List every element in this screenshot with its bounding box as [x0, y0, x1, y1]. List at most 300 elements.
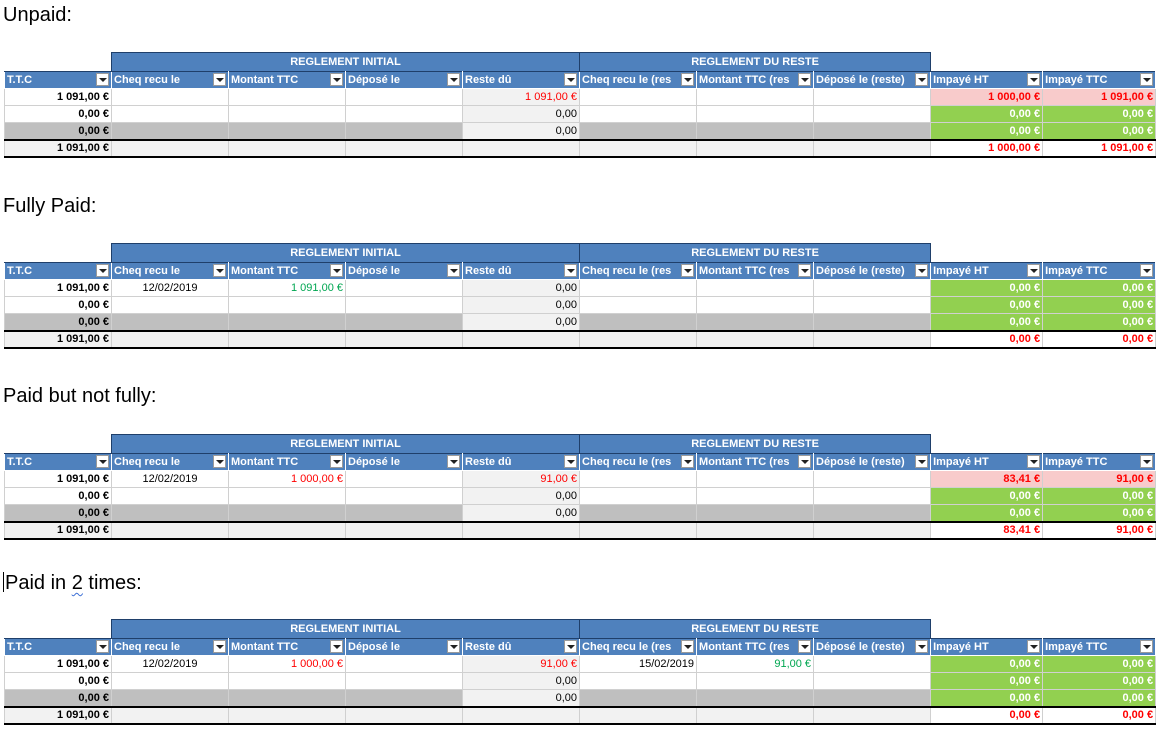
- header-label: T.T.C: [7, 74, 33, 86]
- header-label: Cheq recu le: [114, 641, 181, 653]
- cell-depose-reste[interactable]: [814, 673, 931, 690]
- filter-dropdown-icon[interactable]: [1027, 640, 1040, 653]
- filter-dropdown-icon[interactable]: [213, 455, 226, 468]
- header-label: Cheq recu le (res: [582, 74, 672, 86]
- header-label: Montant TTC (res: [699, 265, 790, 277]
- cell-depose[interactable]: [346, 123, 463, 140]
- cell-ttc[interactable]: 0,00 €: [5, 106, 112, 123]
- table-row: [5, 106, 1156, 123]
- filter-dropdown-icon[interactable]: [447, 73, 460, 86]
- empty-cell[interactable]: [463, 707, 580, 724]
- cell-montant-reste[interactable]: [697, 106, 814, 123]
- cell-impaye-ht[interactable]: 1 000,00 €: [931, 89, 1043, 106]
- header-impaye-ht[interactable]: [931, 454, 1043, 471]
- cell-reste[interactable]: 0,00: [463, 314, 580, 331]
- filter-dropdown-icon[interactable]: [798, 264, 811, 277]
- cell-cheq-reste[interactable]: [580, 280, 697, 297]
- empty-cell[interactable]: [346, 331, 463, 348]
- cell-cheq[interactable]: [112, 89, 229, 106]
- cell-montant[interactable]: [229, 106, 346, 123]
- total-ttc[interactable]: 1 091,00 €: [5, 140, 112, 157]
- header-label: Cheq recu le: [114, 456, 181, 468]
- cell-ttc[interactable]: 1 091,00 €: [5, 89, 112, 106]
- cell-reste[interactable]: 1 091,00 €: [463, 89, 580, 106]
- cell-ttc[interactable]: 1 091,00 €: [5, 471, 112, 488]
- filter-dropdown-icon[interactable]: [96, 455, 109, 468]
- filter-dropdown-icon[interactable]: [1140, 264, 1153, 277]
- table-row: [5, 656, 1156, 673]
- filter-dropdown-icon[interactable]: [1027, 264, 1040, 277]
- cell-depose[interactable]: [346, 280, 463, 297]
- filter-dropdown-icon[interactable]: [330, 264, 343, 277]
- cell-montant-reste[interactable]: [697, 505, 814, 522]
- header-cheq-recu[interactable]: [112, 72, 229, 89]
- section-title-unpaid: Unpaid:: [3, 4, 72, 26]
- cell-depose[interactable]: [346, 89, 463, 106]
- header-cheq-recu-reste[interactable]: [580, 263, 697, 280]
- filter-dropdown-icon[interactable]: [564, 264, 577, 277]
- cell-montant[interactable]: [229, 297, 346, 314]
- filter-dropdown-icon[interactable]: [1140, 73, 1153, 86]
- cell-montant-reste[interactable]: [697, 690, 814, 707]
- header-ttc[interactable]: [5, 263, 112, 280]
- filter-dropdown-icon[interactable]: [1140, 640, 1153, 653]
- cell-impaye-ttc[interactable]: 0,00 €: [1043, 488, 1156, 505]
- header-montant-ttc-reste[interactable]: [697, 72, 814, 89]
- cell-cheq[interactable]: [112, 314, 229, 331]
- header-label: T.T.C: [7, 641, 33, 653]
- header-label: Montant TTC: [231, 641, 299, 653]
- filter-dropdown-icon[interactable]: [447, 455, 460, 468]
- header-cheq-recu[interactable]: [112, 263, 229, 280]
- empty-cell[interactable]: [580, 522, 697, 539]
- total-impaye-ttc[interactable]: 91,00 €: [1043, 522, 1156, 539]
- cell-cheq-reste[interactable]: [580, 673, 697, 690]
- empty-cell[interactable]: [697, 522, 814, 539]
- filter-dropdown-icon[interactable]: [798, 640, 811, 653]
- cell-impaye-ttc[interactable]: 0,00 €: [1043, 314, 1156, 331]
- header-label: Reste dû: [465, 74, 512, 86]
- cell-reste[interactable]: 0,00: [463, 690, 580, 707]
- cell-cheq[interactable]: [112, 505, 229, 522]
- cell-impaye-ttc[interactable]: 0,00 €: [1043, 690, 1156, 707]
- cell-depose-reste[interactable]: [814, 280, 931, 297]
- title-part: Paid in: [5, 572, 72, 594]
- header-impaye-ht[interactable]: [931, 263, 1043, 280]
- header-impaye-ttc[interactable]: [1043, 72, 1156, 89]
- filter-dropdown-icon[interactable]: [1140, 455, 1153, 468]
- total-impaye-ht[interactable]: 83,41 €: [931, 522, 1043, 539]
- cell-depose-reste[interactable]: [814, 471, 931, 488]
- cell-cheq-reste[interactable]: [580, 690, 697, 707]
- table-row: [5, 471, 1156, 488]
- filter-dropdown-icon[interactable]: [1027, 73, 1040, 86]
- filter-dropdown-icon[interactable]: [915, 264, 928, 277]
- text-cursor: [3, 572, 4, 592]
- header-label: Cheq recu le (res: [582, 456, 672, 468]
- filter-dropdown-icon[interactable]: [915, 73, 928, 86]
- cell-impaye-ht[interactable]: 0,00 €: [931, 297, 1043, 314]
- empty-cell[interactable]: [463, 331, 580, 348]
- cell-montant[interactable]: [229, 123, 346, 140]
- header-depose-le-reste[interactable]: [814, 72, 931, 89]
- total-impaye-ht[interactable]: 0,00 €: [931, 707, 1043, 724]
- filter-dropdown-icon[interactable]: [330, 640, 343, 653]
- title-part: times:: [82, 572, 142, 594]
- cell-ttc[interactable]: 0,00 €: [5, 314, 112, 331]
- cell-depose-reste[interactable]: [814, 488, 931, 505]
- empty-cell[interactable]: [580, 140, 697, 157]
- cell-cheq-reste[interactable]: [580, 106, 697, 123]
- header-ttc[interactable]: [5, 72, 112, 89]
- header-cheq-recu[interactable]: [112, 639, 229, 656]
- empty-cell[interactable]: [229, 140, 346, 157]
- cell-cheq-reste[interactable]: [580, 297, 697, 314]
- filter-dropdown-icon[interactable]: [447, 640, 460, 653]
- cell-reste[interactable]: 0,00: [463, 297, 580, 314]
- empty-cell[interactable]: [463, 522, 580, 539]
- header-depose-le-reste[interactable]: [814, 263, 931, 280]
- cell-montant[interactable]: [229, 690, 346, 707]
- filter-dropdown-icon[interactable]: [564, 640, 577, 653]
- cell-ttc[interactable]: 0,00 €: [5, 673, 112, 690]
- header-label: Déposé le (reste): [816, 456, 905, 468]
- cell-cheq-reste[interactable]: [580, 471, 697, 488]
- cell-impaye-ht[interactable]: 0,00 €: [931, 488, 1043, 505]
- cell-montant[interactable]: 1 000,00 €: [229, 471, 346, 488]
- empty-cell[interactable]: [814, 140, 931, 157]
- cell-montant-reste[interactable]: [697, 123, 814, 140]
- header-label: Reste dû: [465, 641, 512, 653]
- group-spacer: [1043, 620, 1156, 639]
- filter-dropdown-icon[interactable]: [330, 73, 343, 86]
- group-spacer: [5, 620, 112, 639]
- header-label: Cheq recu le (res: [582, 641, 672, 653]
- cell-impaye-ttc[interactable]: 0,00 €: [1043, 106, 1156, 123]
- cell-depose[interactable]: [346, 471, 463, 488]
- header-label: Montant TTC (res: [699, 456, 790, 468]
- empty-cell[interactable]: [112, 522, 229, 539]
- group-reglement-reste: REGLEMENT DU RESTE: [580, 244, 931, 263]
- group-reglement-initial: REGLEMENT INITIAL: [112, 435, 580, 454]
- header-reste-du[interactable]: [463, 639, 580, 656]
- cell-ttc[interactable]: 1 091,00 €: [5, 656, 112, 673]
- cell-impaye-ttc[interactable]: 1 091,00 €: [1043, 89, 1156, 106]
- group-reglement-reste: REGLEMENT DU RESTE: [580, 435, 931, 454]
- header-reste-du[interactable]: [463, 72, 580, 89]
- header-ttc[interactable]: [5, 454, 112, 471]
- cell-reste[interactable]: 0,00: [463, 673, 580, 690]
- cell-ttc[interactable]: 0,00 €: [5, 505, 112, 522]
- cell-cheq[interactable]: [112, 690, 229, 707]
- cell-cheq[interactable]: [112, 297, 229, 314]
- cell-depose[interactable]: [346, 690, 463, 707]
- cell-impaye-ht[interactable]: 83,41 €: [931, 471, 1043, 488]
- group-reglement-reste: REGLEMENT DU RESTE: [580, 620, 931, 639]
- total-ttc[interactable]: 1 091,00 €: [5, 707, 112, 724]
- header-impaye-ttc[interactable]: [1043, 639, 1156, 656]
- empty-cell[interactable]: [463, 140, 580, 157]
- cell-cheq[interactable]: 12/02/2019: [112, 471, 229, 488]
- cell-cheq-reste[interactable]: [580, 505, 697, 522]
- cell-montant[interactable]: [229, 505, 346, 522]
- header-montant-ttc[interactable]: [229, 72, 346, 89]
- filter-dropdown-icon[interactable]: [213, 264, 226, 277]
- header-cheq-recu-reste[interactable]: [580, 72, 697, 89]
- cell-depose-reste[interactable]: [814, 314, 931, 331]
- cell-impaye-ht[interactable]: 0,00 €: [931, 123, 1043, 140]
- total-impaye-ht[interactable]: 1 000,00 €: [931, 140, 1043, 157]
- total-impaye-ttc[interactable]: 0,00 €: [1043, 707, 1156, 724]
- table-row: [5, 280, 1156, 297]
- header-cheq-recu[interactable]: [112, 454, 229, 471]
- cell-ttc[interactable]: 0,00 €: [5, 297, 112, 314]
- total-row: [5, 707, 1156, 724]
- cell-impaye-ttc[interactable]: 0,00 €: [1043, 123, 1156, 140]
- cell-reste[interactable]: 0,00: [463, 505, 580, 522]
- filter-dropdown-icon[interactable]: [96, 73, 109, 86]
- cell-cheq-reste[interactable]: 15/02/2019: [580, 656, 697, 673]
- header-ttc[interactable]: [5, 639, 112, 656]
- cell-reste[interactable]: 0,00: [463, 280, 580, 297]
- cell-montant-reste[interactable]: [697, 89, 814, 106]
- filter-dropdown-icon[interactable]: [1027, 455, 1040, 468]
- cell-reste[interactable]: 0,00: [463, 123, 580, 140]
- total-impaye-ttc[interactable]: 1 091,00 €: [1043, 140, 1156, 157]
- cell-cheq[interactable]: [112, 106, 229, 123]
- cell-impaye-ht[interactable]: 0,00 €: [931, 690, 1043, 707]
- empty-cell[interactable]: [229, 331, 346, 348]
- header-depose-le-reste[interactable]: [814, 454, 931, 471]
- empty-cell[interactable]: [697, 331, 814, 348]
- cell-depose[interactable]: [346, 106, 463, 123]
- cell-cheq-reste[interactable]: [580, 488, 697, 505]
- header-label: Impayé HT: [933, 456, 989, 468]
- cell-montant[interactable]: [229, 314, 346, 331]
- header-cheq-recu-reste[interactable]: [580, 639, 697, 656]
- filter-dropdown-icon[interactable]: [564, 455, 577, 468]
- cell-depose-reste[interactable]: [814, 690, 931, 707]
- group-reglement-initial: REGLEMENT INITIAL: [112, 244, 580, 263]
- total-ttc[interactable]: 1 091,00 €: [5, 522, 112, 539]
- cell-montant[interactable]: [229, 673, 346, 690]
- header-label: Impayé TTC: [1045, 456, 1108, 468]
- cell-cheq-reste[interactable]: [580, 123, 697, 140]
- total-impaye-ttc[interactable]: 0,00 €: [1043, 331, 1156, 348]
- header-montant-ttc[interactable]: [229, 263, 346, 280]
- cell-montant-reste[interactable]: 91,00 €: [697, 656, 814, 673]
- header-label: Montant TTC (res: [699, 641, 790, 653]
- cell-ttc[interactable]: 0,00 €: [5, 123, 112, 140]
- header-impaye-ttc[interactable]: [1043, 263, 1156, 280]
- header-montant-ttc-reste[interactable]: [697, 263, 814, 280]
- header-label: T.T.C: [7, 456, 33, 468]
- group-spacer: [5, 53, 112, 72]
- header-depose-le[interactable]: [346, 263, 463, 280]
- header-label: Cheq recu le: [114, 74, 181, 86]
- cell-montant[interactable]: 1 091,00 €: [229, 280, 346, 297]
- empty-cell[interactable]: [697, 707, 814, 724]
- sheet-unpaid: [4, 52, 1156, 158]
- cell-montant-reste[interactable]: [697, 297, 814, 314]
- header-label: Impayé HT: [933, 641, 989, 653]
- empty-cell[interactable]: [229, 707, 346, 724]
- cell-ttc[interactable]: 0,00 €: [5, 690, 112, 707]
- cell-cheq-reste[interactable]: [580, 314, 697, 331]
- cell-ttc[interactable]: 0,00 €: [5, 488, 112, 505]
- title-spellcheck-word[interactable]: 2: [71, 572, 83, 594]
- cell-impaye-ttc[interactable]: 0,00 €: [1043, 505, 1156, 522]
- empty-cell[interactable]: [229, 522, 346, 539]
- cell-montant-reste[interactable]: [697, 673, 814, 690]
- cell-impaye-ttc[interactable]: 91,00 €: [1043, 471, 1156, 488]
- filter-dropdown-icon[interactable]: [798, 73, 811, 86]
- sheet-fully-paid: [4, 243, 1156, 349]
- filter-dropdown-icon[interactable]: [213, 640, 226, 653]
- cell-impaye-ht[interactable]: 0,00 €: [931, 505, 1043, 522]
- header-label: Impayé TTC: [1045, 74, 1108, 86]
- cell-reste[interactable]: 91,00 €: [463, 471, 580, 488]
- total-row: [5, 331, 1156, 348]
- group-spacer: [5, 244, 112, 263]
- cell-depose[interactable]: [346, 314, 463, 331]
- empty-cell[interactable]: [580, 707, 697, 724]
- header-depose-le[interactable]: [346, 454, 463, 471]
- empty-cell[interactable]: [112, 707, 229, 724]
- header-label: Déposé le (reste): [816, 74, 905, 86]
- filter-dropdown-icon[interactable]: [681, 640, 694, 653]
- cell-montant-reste[interactable]: [697, 471, 814, 488]
- header-label: Déposé le (reste): [816, 641, 905, 653]
- empty-cell[interactable]: [112, 331, 229, 348]
- header-depose-le-reste[interactable]: [814, 639, 931, 656]
- section-title-paid-in-two-times: [3, 571, 142, 595]
- header-montant-ttc-reste[interactable]: [697, 639, 814, 656]
- cell-reste[interactable]: 91,00 €: [463, 656, 580, 673]
- filter-dropdown-icon[interactable]: [330, 455, 343, 468]
- cell-cheq[interactable]: 12/02/2019: [112, 656, 229, 673]
- empty-cell[interactable]: [112, 140, 229, 157]
- header-label: Cheq recu le: [114, 265, 181, 277]
- group-spacer: [931, 244, 1043, 263]
- cell-cheq-reste[interactable]: [580, 89, 697, 106]
- filter-dropdown-icon[interactable]: [915, 455, 928, 468]
- cell-impaye-ht[interactable]: 0,00 €: [931, 314, 1043, 331]
- empty-cell[interactable]: [697, 140, 814, 157]
- cell-impaye-ttc[interactable]: 0,00 €: [1043, 673, 1156, 690]
- cell-montant-reste[interactable]: [697, 280, 814, 297]
- cell-ttc[interactable]: 1 091,00 €: [5, 280, 112, 297]
- table-row: [5, 505, 1156, 522]
- header-depose-le[interactable]: [346, 72, 463, 89]
- cell-cheq[interactable]: 12/02/2019: [112, 280, 229, 297]
- header-label: Impayé TTC: [1045, 641, 1108, 653]
- cell-depose-reste[interactable]: [814, 297, 931, 314]
- cell-depose[interactable]: [346, 505, 463, 522]
- cell-depose[interactable]: [346, 656, 463, 673]
- filter-dropdown-icon[interactable]: [96, 264, 109, 277]
- cell-cheq[interactable]: [112, 488, 229, 505]
- table-row: [5, 690, 1156, 707]
- cell-depose-reste[interactable]: [814, 123, 931, 140]
- filter-dropdown-icon[interactable]: [213, 73, 226, 86]
- group-reglement-reste: REGLEMENT DU RESTE: [580, 53, 931, 72]
- cell-impaye-ttc[interactable]: 0,00 €: [1043, 656, 1156, 673]
- cell-impaye-ht[interactable]: 0,00 €: [931, 106, 1043, 123]
- header-reste-du[interactable]: [463, 454, 580, 471]
- cell-montant-reste[interactable]: [697, 314, 814, 331]
- filter-dropdown-icon[interactable]: [681, 455, 694, 468]
- group-reglement-initial: REGLEMENT INITIAL: [112, 620, 580, 639]
- group-spacer: [931, 435, 1043, 454]
- cell-depose[interactable]: [346, 488, 463, 505]
- empty-cell[interactable]: [814, 522, 931, 539]
- cell-cheq[interactable]: [112, 123, 229, 140]
- header-montant-ttc-reste[interactable]: [697, 454, 814, 471]
- empty-cell[interactable]: [814, 707, 931, 724]
- cell-montant[interactable]: [229, 89, 346, 106]
- sheet-paid-in-two-times: [4, 619, 1156, 725]
- filter-dropdown-icon[interactable]: [681, 73, 694, 86]
- header-cheq-recu-reste[interactable]: [580, 454, 697, 471]
- header-montant-ttc[interactable]: [229, 454, 346, 471]
- total-impaye-ht[interactable]: 0,00 €: [931, 331, 1043, 348]
- filter-dropdown-icon[interactable]: [564, 73, 577, 86]
- cell-depose[interactable]: [346, 297, 463, 314]
- empty-cell[interactable]: [346, 707, 463, 724]
- filter-dropdown-icon[interactable]: [96, 640, 109, 653]
- cell-cheq[interactable]: [112, 673, 229, 690]
- empty-cell[interactable]: [346, 140, 463, 157]
- header-impaye-ht[interactable]: [931, 72, 1043, 89]
- sheet-partially-paid: [4, 434, 1156, 540]
- filter-dropdown-icon[interactable]: [798, 455, 811, 468]
- cell-depose-reste[interactable]: [814, 656, 931, 673]
- cell-depose[interactable]: [346, 673, 463, 690]
- header-reste-du[interactable]: [463, 263, 580, 280]
- cell-depose-reste[interactable]: [814, 505, 931, 522]
- cell-reste[interactable]: 0,00: [463, 488, 580, 505]
- cell-impaye-ttc[interactable]: 0,00 €: [1043, 297, 1156, 314]
- total-ttc[interactable]: 1 091,00 €: [5, 331, 112, 348]
- header-depose-le[interactable]: [346, 639, 463, 656]
- cell-reste[interactable]: 0,00: [463, 106, 580, 123]
- header-label: Montant TTC: [231, 265, 299, 277]
- cell-montant-reste[interactable]: [697, 488, 814, 505]
- header-impaye-ht[interactable]: [931, 639, 1043, 656]
- cell-depose-reste[interactable]: [814, 106, 931, 123]
- cell-impaye-ht[interactable]: 0,00 €: [931, 280, 1043, 297]
- header-montant-ttc[interactable]: [229, 639, 346, 656]
- filter-dropdown-icon[interactable]: [915, 640, 928, 653]
- empty-cell[interactable]: [814, 331, 931, 348]
- group-spacer: [5, 435, 112, 454]
- cell-impaye-ht[interactable]: 0,00 €: [931, 673, 1043, 690]
- filter-dropdown-icon[interactable]: [447, 264, 460, 277]
- group-reglement-initial: REGLEMENT INITIAL: [112, 53, 580, 72]
- header-label: Impayé HT: [933, 265, 989, 277]
- header-label: Cheq recu le (res: [582, 265, 672, 277]
- cell-impaye-ht[interactable]: 0,00 €: [931, 656, 1043, 673]
- header-impaye-ttc[interactable]: [1043, 454, 1156, 471]
- cell-impaye-ttc[interactable]: 0,00 €: [1043, 280, 1156, 297]
- cell-depose-reste[interactable]: [814, 89, 931, 106]
- filter-dropdown-icon[interactable]: [681, 264, 694, 277]
- empty-cell[interactable]: [580, 331, 697, 348]
- empty-cell[interactable]: [346, 522, 463, 539]
- cell-montant[interactable]: 1 000,00 €: [229, 656, 346, 673]
- cell-montant[interactable]: [229, 488, 346, 505]
